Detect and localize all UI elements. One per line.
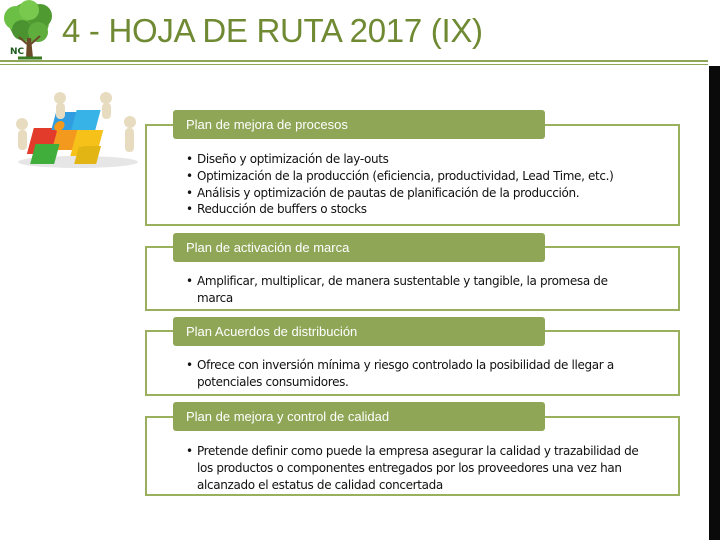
bullet-list bbox=[147, 126, 678, 218]
plan-header-procesos: Plan de mejora de procesos bbox=[173, 110, 545, 139]
list-item: • Análisis y optimización de pautas de planificación de la producción. bbox=[185, 185, 678, 202]
list-item: • Diseño y optimización de lay-outs bbox=[185, 151, 678, 168]
tree-logo-icon bbox=[0, 0, 58, 62]
logo-label: NC bbox=[10, 47, 25, 57]
bullet-line: Amplificar, multiplicar, de manera sustentable y tangible, la promesa de bbox=[197, 274, 608, 288]
plan-header-calidad: Plan de mejora y control de calidad bbox=[173, 402, 545, 431]
page-title: 4 - HOJA DE RUTA 2017 (IX) bbox=[62, 12, 483, 49]
bullet-line: Pretende definir como puede la empresa asegurar la calidad y trazabilidad de bbox=[197, 444, 639, 458]
right-edge-bar bbox=[709, 66, 720, 540]
list-item: • Optimización de la producción (eficiencia, productividad, Lead Time, etc.) bbox=[185, 168, 678, 185]
list-item: • Reducción de buffers o stocks bbox=[185, 201, 678, 218]
bullet-line: alcanzado el estatus de calidad concertada bbox=[197, 477, 443, 492]
puzzle-team-illustration-icon bbox=[8, 90, 144, 170]
bullet-line: Ofrece con inversión mínima y riesgo controlado la posibilidad de llegar a bbox=[197, 358, 614, 372]
list-item bbox=[185, 357, 678, 391]
plan-header-distribucion: Plan Acuerdos de distribución bbox=[173, 317, 545, 346]
plan-header-marca: Plan de activación de marca bbox=[173, 233, 545, 262]
bullet-line: los productos o componentes entregados por los proveedores una vez han bbox=[197, 460, 622, 475]
bullet-line: marca bbox=[197, 290, 233, 305]
title-divider bbox=[0, 60, 708, 62]
list-item bbox=[185, 273, 678, 307]
title-divider-thin bbox=[0, 64, 708, 65]
list-item bbox=[185, 443, 678, 493]
plan-box-procesos bbox=[145, 124, 680, 226]
bullet-line: potenciales consumidores. bbox=[197, 374, 349, 389]
